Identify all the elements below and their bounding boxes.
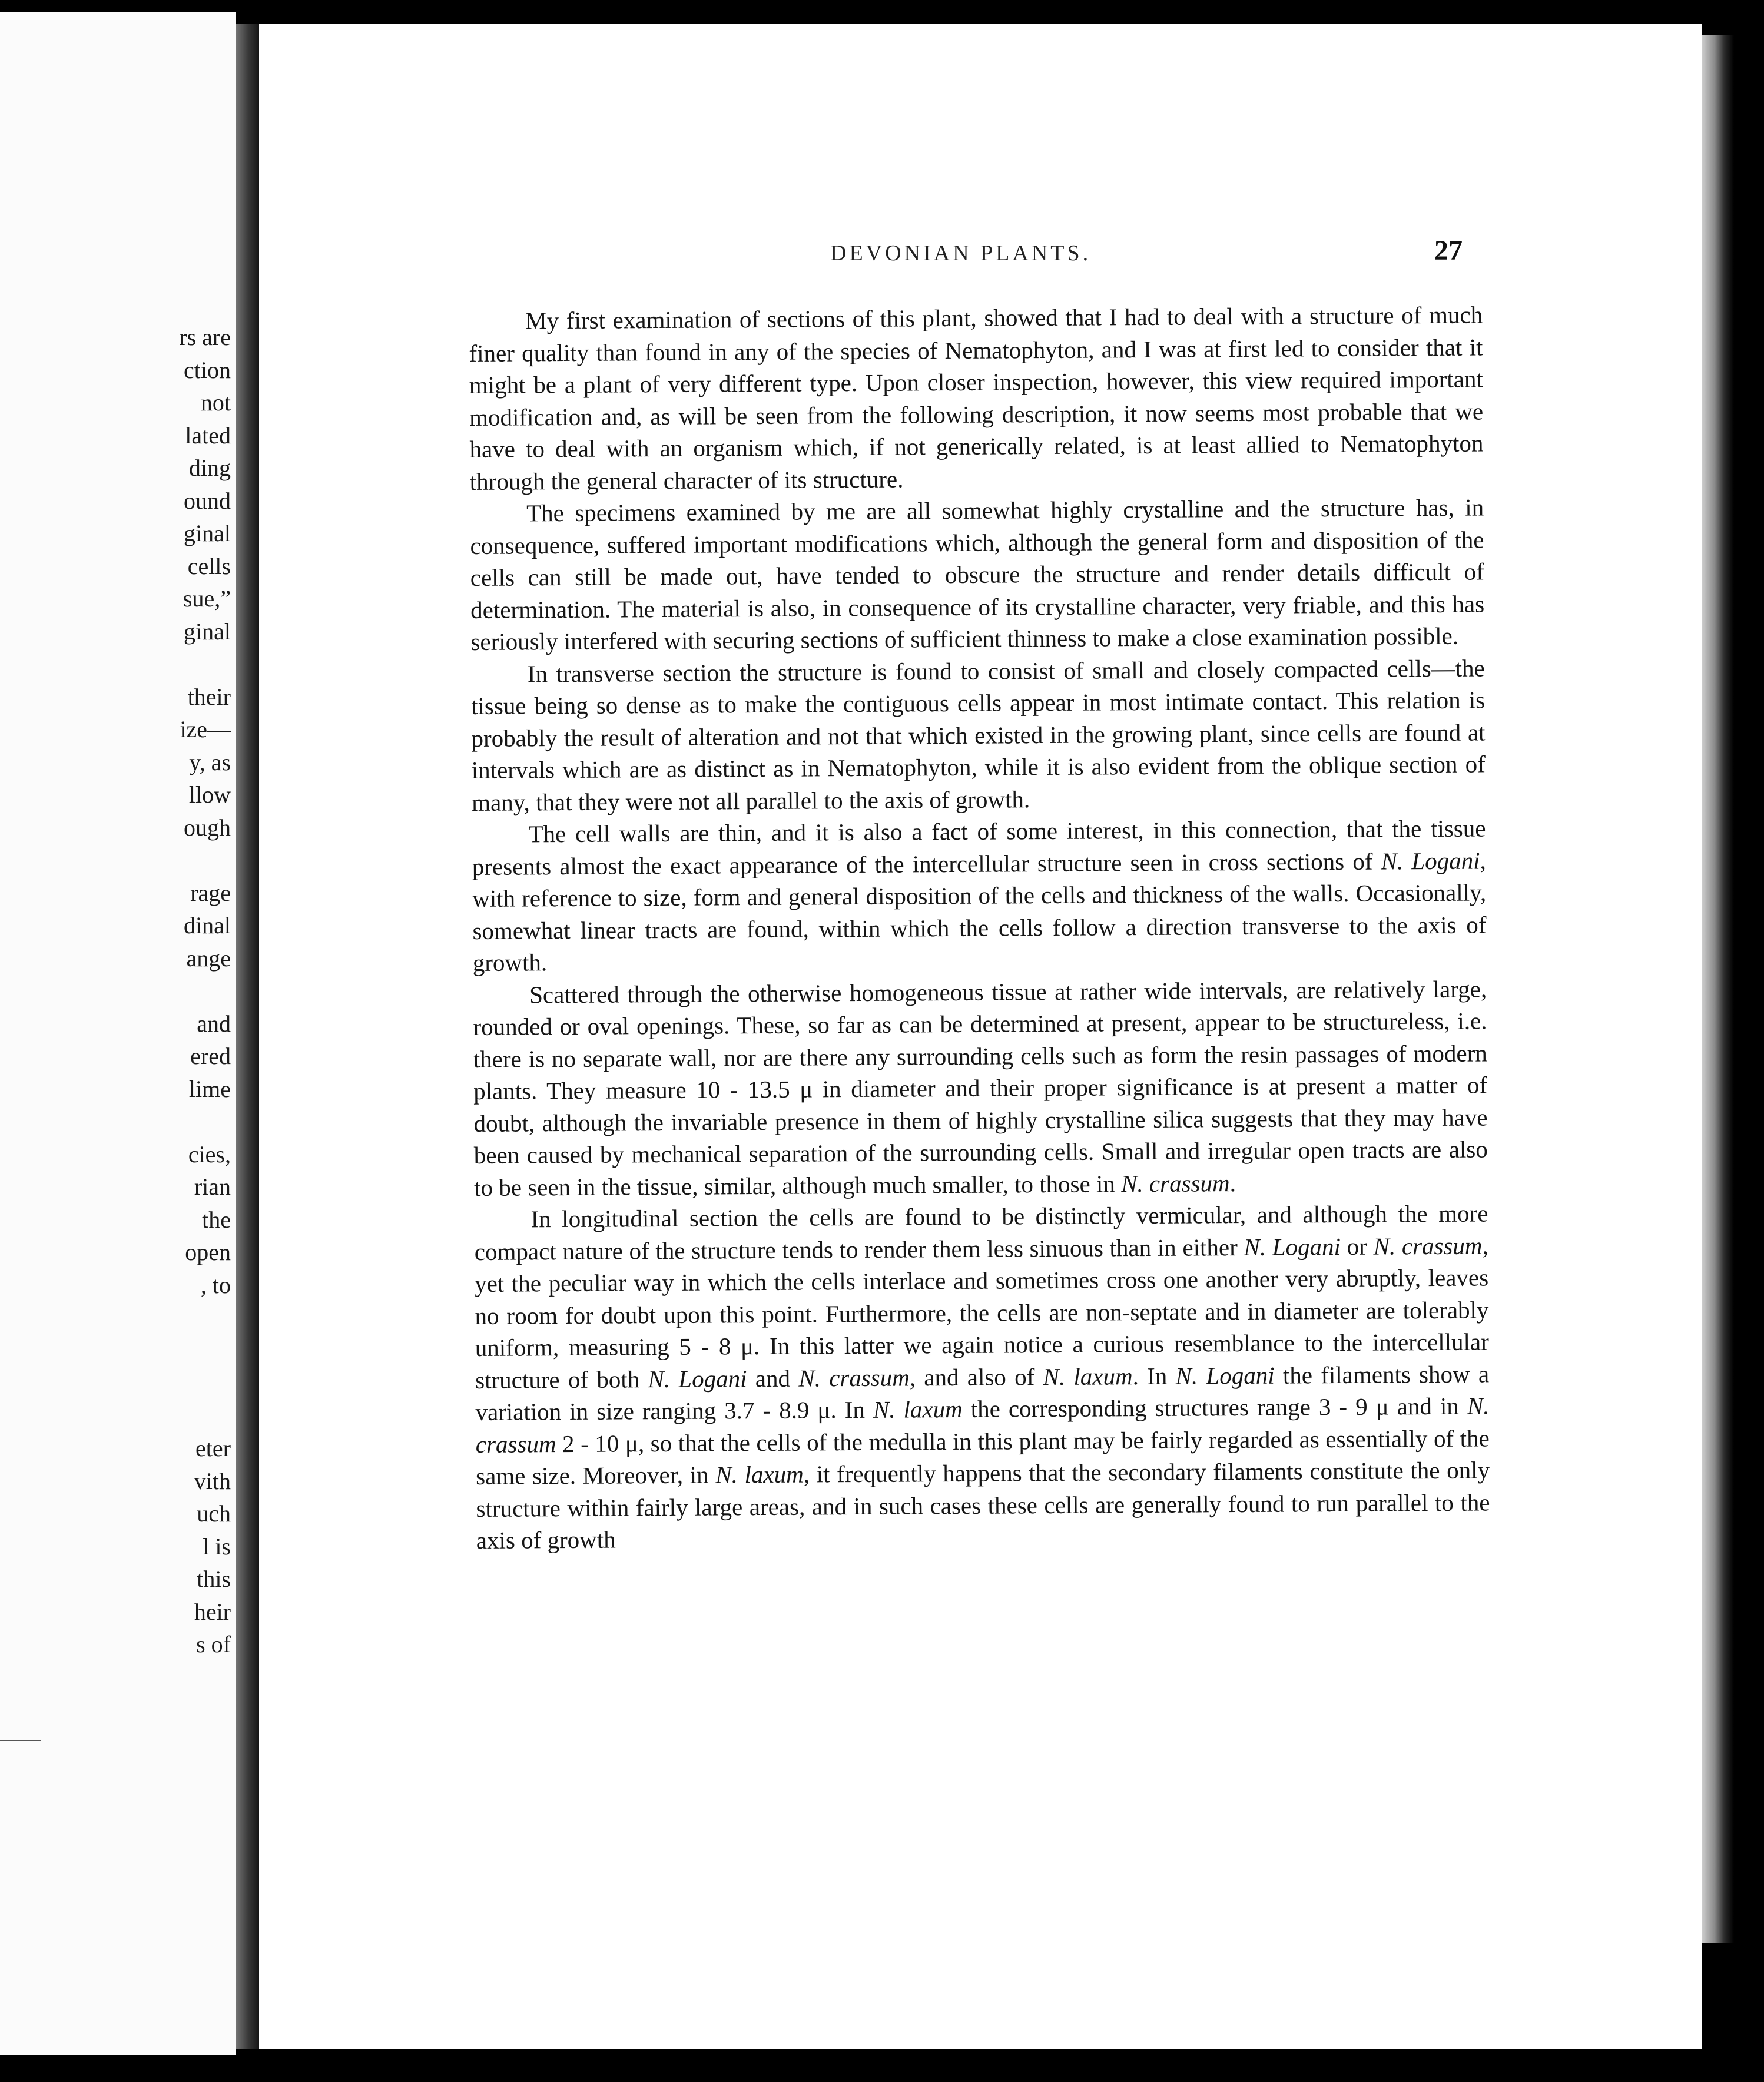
facing-page-line	[113, 1334, 231, 1367]
paragraph: The cell walls are thin, and it is also a fact of some interest, in this connection, that the tissue presents almost the exact appearance of the intercellular structure seen in cross sections of N. Logani, with reference to size, form and general disposition of the cells and thickness of the walls. Occasionally, somewhat linear tracts are found, within which the cells follow a direction transverse to the axis of growth.	[472, 814, 1487, 976]
facing-page-line: cies,	[188, 1141, 231, 1168]
facing-page-line: lated	[185, 422, 231, 449]
page-edge	[1702, 35, 1734, 1943]
facing-page-line: ction	[184, 356, 231, 383]
taxon-name: N. crassum	[798, 1363, 910, 1392]
facing-page-line: sue,”	[183, 585, 231, 612]
facing-page-line: uch	[197, 1500, 231, 1527]
facing-page-line: cells	[187, 552, 231, 579]
running-head: DEVONIAN PLANTS.	[830, 241, 1092, 266]
paragraph: In transverse section the structure is found to consist of small and closely compacted cells—the tissue being so dense as to make the contiguous cells appear in most intimate contact. This relation is probably the result of alteration and not that which existed in the growing plant, since cells are found at intervals which are as distinct as in Nematophyton, while it is also evident from the oblique section of many, that they were not all parallel to the axis of growth.	[471, 654, 1486, 816]
facing-page-line: y, as	[189, 748, 231, 775]
facing-page-line: s of	[196, 1631, 231, 1657]
taxon-name: N. crassum	[1373, 1232, 1483, 1260]
facing-page-line: ginal	[184, 618, 231, 645]
facing-page-line	[113, 1105, 231, 1138]
taxon-name: N. laxum	[715, 1460, 804, 1488]
facing-page-line: l is	[203, 1533, 231, 1560]
taxon-name: N. Logani	[1175, 1361, 1275, 1390]
facing-page-line: llow	[188, 781, 231, 808]
taxon-name: N. Logani	[1381, 847, 1480, 875]
facing-page-line: ered	[190, 1043, 231, 1069]
facing-page-line: ound	[184, 487, 231, 514]
facing-page-line: rian	[194, 1173, 231, 1200]
facing-page-line: this	[197, 1566, 231, 1592]
facing-page-line: not	[200, 389, 231, 416]
facing-page-line: rage	[190, 879, 231, 906]
paragraph: In longitudinal section the cells are found to be distinctly vermicular, and although the more compact nature of the structure tends to render them less sinuous than in either N. Logani or N. crassum, yet the peculiar way in which the cells interlace and sometimes cross one another very abruptly, leaves no room for doubt upon this point. Furthermore, the cells are non-septate and in diameter are tolerably uniform, measuring 5 - 8 μ. In this latter we again notice a curious resemblance to the intercellular structure of both N. Logani and N. crassum, and also of N. laxum. In N. Logani the filaments show a variation in size ranging 3.7 - 8.9 μ. In N. laxum the corresponding structures range 3 - 9 μ and in N. crassum 2 - 10 μ, so that the cells of the medulla in this plant may be fairly regarded as essentially of the same size. Moreover, in N. laxum, it frequently happens that the secondary filaments constitute the only structure within fairly large areas, and in such cases these cells are generally found to run parallel to the axis of growth	[474, 1199, 1490, 1554]
facing-page-line: eter	[195, 1435, 231, 1461]
taxon-name: N. crassum	[1120, 1169, 1230, 1197]
facing-page-line: lime	[188, 1075, 231, 1102]
facing-page-line: heir	[194, 1598, 231, 1625]
taxon-name: N. Logani	[1244, 1232, 1341, 1261]
facing-page-line: their	[187, 683, 231, 710]
paragraph: My first examination of sections of this plant, showed that I had to deal with a structure of much finer quality than found in any of the species of Nematophyton, and I was at first led to consider that it might be a plant of very different type. Upon closer inspection, however, this view required important modification and, as will be seen from the following description, it now seems most probable that we have to deal with an organism which, if not generically related, is at least allied to Nematophyton through the general character of its structure.	[469, 301, 1484, 495]
paragraph: Scattered through the otherwise homogeneous tissue at rather wide intervals, are relatively large, rounded or oval openings. These, so far as can be determined at present, appear to be structureless, i.e. there is no separate wall, nor are there any surrounding cells such as form the resin passages of modern plants. They measure 10 - 13.5 μ in diameter and their proper significance is at present a matter of doubt, although the invariable presence in them of highly crystalline silica suggests that they may have been caused by mechanical separation of the surrounding cells. Small and irregular open tracts are also to be seen in the tissue, similar, although much smaller, to those in N. crassum.	[473, 974, 1488, 1201]
facing-page-line	[113, 1301, 231, 1334]
facing-page-line	[113, 1400, 231, 1433]
taxon-name: N. laxum	[1043, 1362, 1133, 1390]
taxon-name: N. laxum	[873, 1395, 963, 1423]
facing-page-line	[113, 1367, 231, 1400]
facing-page-line: ange	[186, 944, 231, 972]
facing-page-line: ize—	[180, 716, 231, 742]
facing-page-line: open	[185, 1239, 231, 1265]
facing-page-line: , to	[200, 1271, 231, 1298]
facing-page-line: rs are	[179, 324, 231, 350]
facing-page-line	[113, 648, 231, 681]
facing-page-line: vith	[194, 1467, 231, 1494]
facing-page-line: ginal	[184, 520, 231, 546]
facing-page	[0, 12, 236, 2055]
taxon-name: N. crassum	[475, 1392, 1490, 1458]
footnote-rule	[0, 1740, 41, 1741]
facing-page-text-fragments	[113, 321, 231, 1661]
facing-page-line: ding	[188, 455, 231, 481]
facing-page-line: and	[197, 1010, 231, 1037]
paragraph: The specimens examined by me are all somewhat highly crystalline and the structure has, in consequence, suffered important modifications which, although the general form and disposition of the cells can still be made out, have tended to obscure the structure and render details difficult of determination. The material is also, in consequence of its crystalline character, very friable, and this has seriously interfered with securing sections of sufficient thinness to make a close examination possible.	[470, 493, 1485, 655]
facing-page-line: dinal	[184, 912, 231, 939]
body-text	[469, 299, 1490, 1556]
facing-page-line	[113, 844, 231, 877]
page-number: 27	[1434, 235, 1463, 266]
facing-page-line	[113, 974, 231, 1007]
facing-page-line: ough	[184, 814, 231, 841]
taxon-name: N. Logani	[648, 1364, 747, 1393]
facing-page-line: the	[202, 1206, 231, 1233]
